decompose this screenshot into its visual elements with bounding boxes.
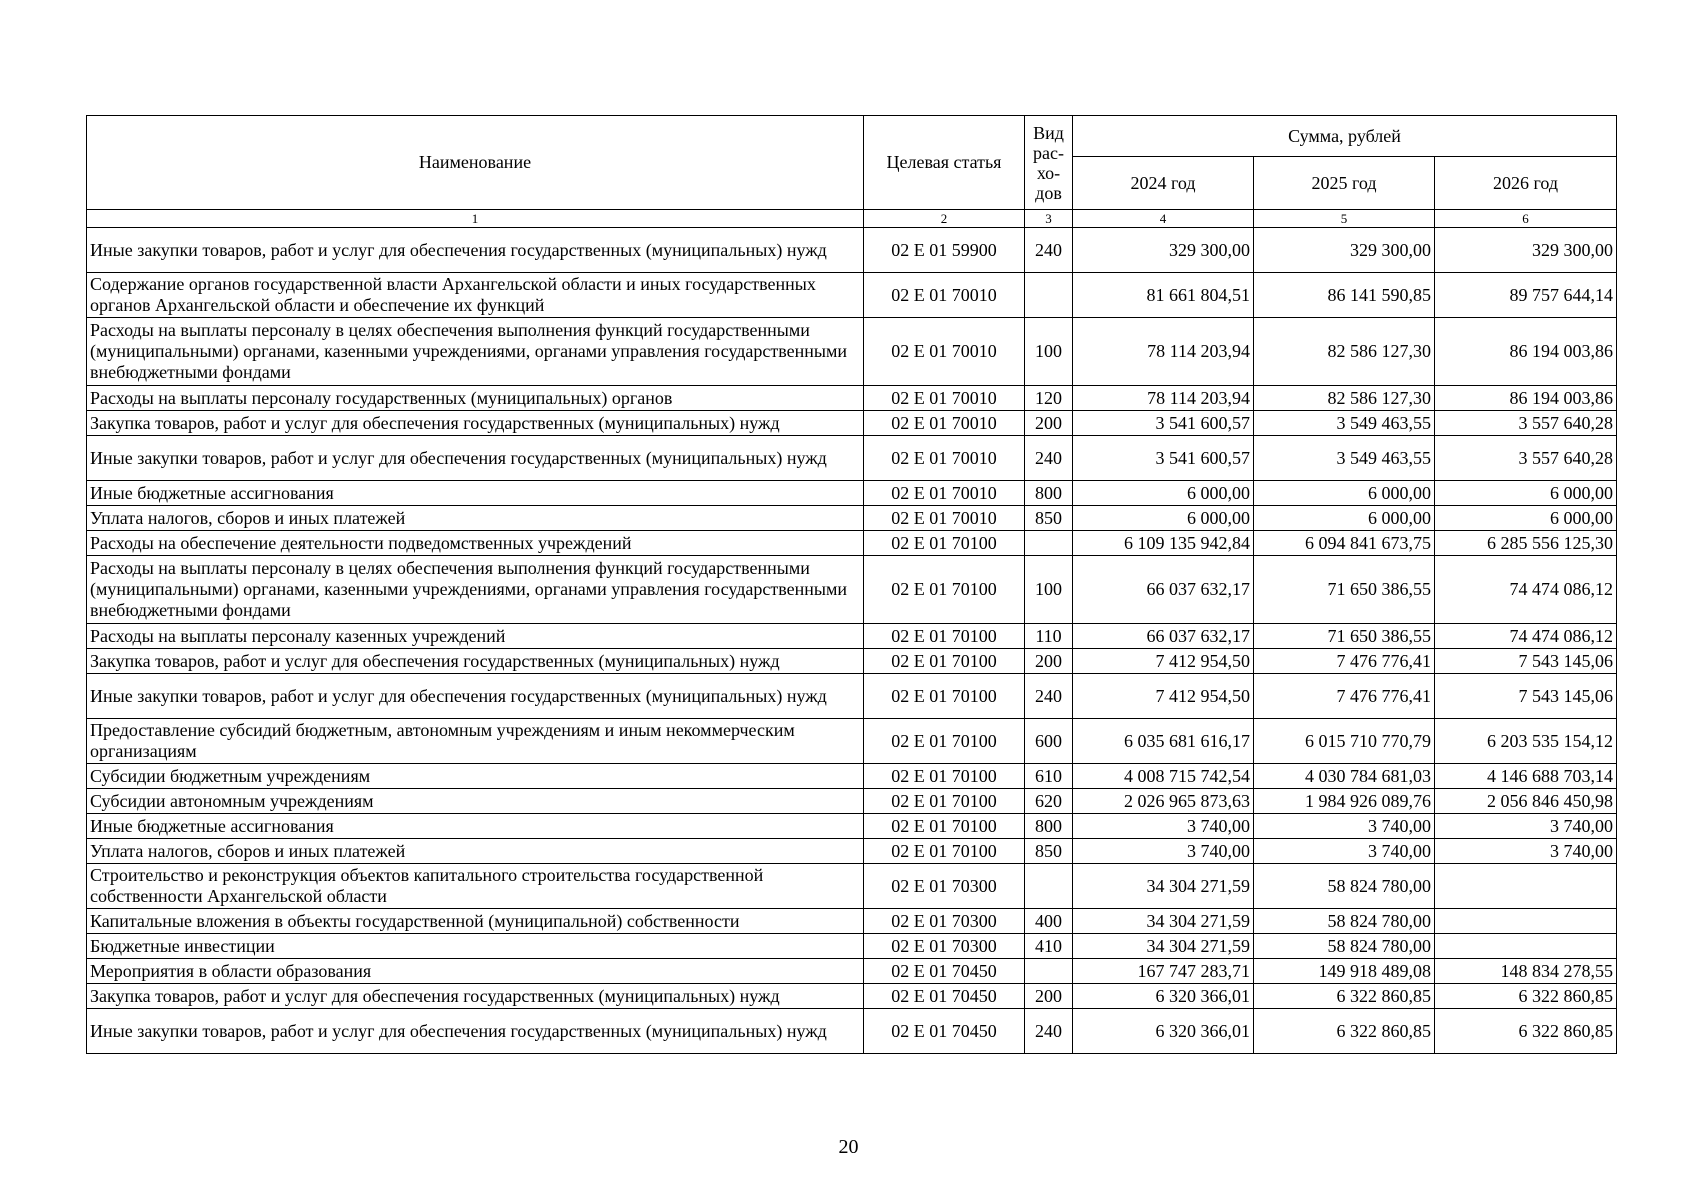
row-expense-kind-cell: 620	[1025, 789, 1073, 814]
table-row	[87, 481, 1617, 506]
row-expense-kind-cell: 400	[1025, 909, 1073, 934]
row-target-article-cell: 02 Е 01 70100	[864, 531, 1025, 556]
row-expense-kind-cell: 110	[1025, 624, 1073, 649]
row-name-cell: Иные закупки товаров, работ и услуг для обеспечения государственных (муниципальных) нужд	[87, 228, 864, 273]
row-amount-2024-cell: 6 320 366,01	[1073, 984, 1254, 1009]
row-amount-2026-cell: 74 474 086,12	[1435, 556, 1617, 624]
row-amount-2024-cell: 7 412 954,50	[1073, 674, 1254, 719]
row-amount-2026-cell: 6 000,00	[1435, 481, 1617, 506]
row-amount-2026-cell: 86 194 003,86	[1435, 386, 1617, 411]
row-target-article-cell: 02 Е 01 70010	[864, 318, 1025, 386]
row-amount-2026-cell: 2 056 846 450,98	[1435, 789, 1617, 814]
row-amount-2025-cell: 149 918 489,08	[1254, 959, 1435, 984]
row-expense-kind-cell: 410	[1025, 934, 1073, 959]
row-amount-2025-cell: 58 824 780,00	[1254, 934, 1435, 959]
row-amount-2026-cell: 4 146 688 703,14	[1435, 764, 1617, 789]
row-name-cell: Иные закупки товаров, работ и услуг для обеспечения государственных (муниципальных) нужд	[87, 436, 864, 481]
column-number: 6	[1435, 210, 1617, 228]
row-expense-kind-cell	[1025, 959, 1073, 984]
row-amount-2025-cell: 1 984 926 089,76	[1254, 789, 1435, 814]
row-amount-2025-cell: 6 322 860,85	[1254, 1009, 1435, 1054]
row-amount-2026-cell: 6 000,00	[1435, 506, 1617, 531]
row-amount-2026-cell: 7 543 145,06	[1435, 674, 1617, 719]
row-expense-kind-cell: 120	[1025, 386, 1073, 411]
row-target-article-cell: 02 Е 01 70100	[864, 814, 1025, 839]
row-amount-2026-cell: 7 543 145,06	[1435, 649, 1617, 674]
row-amount-2025-cell: 6 000,00	[1254, 506, 1435, 531]
row-amount-2025-cell: 82 586 127,30	[1254, 318, 1435, 386]
table-row	[87, 674, 1617, 719]
row-target-article-cell: 02 Е 01 70300	[864, 934, 1025, 959]
row-amount-2024-cell: 6 109 135 942,84	[1073, 531, 1254, 556]
row-amount-2026-cell: 148 834 278,55	[1435, 959, 1617, 984]
table-row	[87, 556, 1617, 624]
row-amount-2024-cell: 34 304 271,59	[1073, 909, 1254, 934]
row-name-cell: Бюджетные инвестиции	[87, 934, 864, 959]
row-amount-2025-cell: 3 740,00	[1254, 814, 1435, 839]
row-target-article-cell: 02 Е 01 70100	[864, 764, 1025, 789]
row-expense-kind-cell: 850	[1025, 839, 1073, 864]
row-amount-2025-cell: 58 824 780,00	[1254, 864, 1435, 909]
row-expense-kind-cell: 240	[1025, 436, 1073, 481]
row-name-cell: Мероприятия в области образования	[87, 959, 864, 984]
row-amount-2024-cell: 167 747 283,71	[1073, 959, 1254, 984]
row-amount-2024-cell: 34 304 271,59	[1073, 864, 1254, 909]
table-row	[87, 624, 1617, 649]
row-target-article-cell: 02 Е 01 70450	[864, 984, 1025, 1009]
table-row	[87, 273, 1617, 318]
row-amount-2025-cell: 58 824 780,00	[1254, 909, 1435, 934]
row-amount-2024-cell: 34 304 271,59	[1073, 934, 1254, 959]
row-amount-2026-cell	[1435, 934, 1617, 959]
row-amount-2024-cell: 3 740,00	[1073, 814, 1254, 839]
row-target-article-cell: 02 Е 01 70100	[864, 789, 1025, 814]
row-name-cell: Иные закупки товаров, работ и услуг для обеспечения государственных (муниципальных) нужд	[87, 1009, 864, 1054]
table-row	[87, 864, 1617, 909]
row-amount-2024-cell: 78 114 203,94	[1073, 318, 1254, 386]
row-target-article-cell: 02 Е 01 70010	[864, 273, 1025, 318]
column-number: 1	[87, 210, 864, 228]
row-target-article-cell: 02 Е 01 70100	[864, 649, 1025, 674]
row-amount-2026-cell: 74 474 086,12	[1435, 624, 1617, 649]
column-number: 5	[1254, 210, 1435, 228]
row-name-cell: Субсидии автономным учреждениям	[87, 789, 864, 814]
row-name-cell: Закупка товаров, работ и услуг для обеспечения государственных (муниципальных) нужд	[87, 649, 864, 674]
budget-table	[86, 115, 1617, 1054]
table-row	[87, 411, 1617, 436]
row-expense-kind-cell	[1025, 531, 1073, 556]
row-target-article-cell: 02 Е 01 70010	[864, 436, 1025, 481]
row-name-cell: Иные закупки товаров, работ и услуг для обеспечения государственных (муниципальных) нужд	[87, 674, 864, 719]
row-amount-2026-cell	[1435, 864, 1617, 909]
row-amount-2025-cell: 6 094 841 673,75	[1254, 531, 1435, 556]
row-amount-2025-cell: 71 650 386,55	[1254, 556, 1435, 624]
row-target-article-cell: 02 Е 01 70450	[864, 1009, 1025, 1054]
row-name-cell: Предоставление субсидий бюджетным, автономным учреждениям и иным некоммерческим организациям	[87, 719, 864, 764]
header-name: Наименование	[87, 116, 864, 210]
row-target-article-cell: 02 Е 01 70100	[864, 839, 1025, 864]
row-target-article-cell: 02 Е 01 70100	[864, 556, 1025, 624]
row-target-article-cell: 02 Е 01 70010	[864, 386, 1025, 411]
row-expense-kind-cell: 240	[1025, 1009, 1073, 1054]
table-row	[87, 934, 1617, 959]
row-name-cell: Уплата налогов, сборов и иных платежей	[87, 506, 864, 531]
row-amount-2024-cell: 78 114 203,94	[1073, 386, 1254, 411]
row-expense-kind-cell: 800	[1025, 814, 1073, 839]
column-number: 4	[1073, 210, 1254, 228]
row-expense-kind-cell: 100	[1025, 556, 1073, 624]
column-number: 2	[864, 210, 1025, 228]
row-name-cell: Субсидии бюджетным учреждениям	[87, 764, 864, 789]
row-amount-2024-cell: 66 037 632,17	[1073, 624, 1254, 649]
row-amount-2026-cell: 3 740,00	[1435, 814, 1617, 839]
row-name-cell: Иные бюджетные ассигнования	[87, 481, 864, 506]
row-amount-2025-cell: 3 740,00	[1254, 839, 1435, 864]
table-row	[87, 719, 1617, 764]
row-amount-2024-cell: 4 008 715 742,54	[1073, 764, 1254, 789]
row-amount-2024-cell: 3 541 600,57	[1073, 411, 1254, 436]
row-expense-kind-cell: 200	[1025, 411, 1073, 436]
row-amount-2026-cell: 3 740,00	[1435, 839, 1617, 864]
row-amount-2025-cell: 6 322 860,85	[1254, 984, 1435, 1009]
row-amount-2024-cell: 3 740,00	[1073, 839, 1254, 864]
row-expense-kind-cell: 610	[1025, 764, 1073, 789]
row-name-cell: Расходы на выплаты персоналу в целях обеспечения выполнения функций государственными (муниципальными) органами, казенными учреждениями, органами управления государственными внебюджетными фондами	[87, 318, 864, 386]
row-expense-kind-cell: 200	[1025, 649, 1073, 674]
row-amount-2026-cell: 3 557 640,28	[1435, 411, 1617, 436]
table-row	[87, 789, 1617, 814]
row-amount-2026-cell: 6 322 860,85	[1435, 1009, 1617, 1054]
row-amount-2025-cell: 86 141 590,85	[1254, 273, 1435, 318]
row-target-article-cell: 02 Е 01 70450	[864, 959, 1025, 984]
row-amount-2025-cell: 329 300,00	[1254, 228, 1435, 273]
row-amount-2025-cell: 82 586 127,30	[1254, 386, 1435, 411]
row-amount-2024-cell: 7 412 954,50	[1073, 649, 1254, 674]
header-year-2026: 2026 год	[1435, 157, 1617, 210]
row-target-article-cell: 02 Е 01 70100	[864, 719, 1025, 764]
table-row	[87, 318, 1617, 386]
row-expense-kind-cell: 850	[1025, 506, 1073, 531]
row-amount-2025-cell: 6 015 710 770,79	[1254, 719, 1435, 764]
row-name-cell: Закупка товаров, работ и услуг для обеспечения государственных (муниципальных) нужд	[87, 411, 864, 436]
column-number-row	[87, 210, 1617, 228]
table-row	[87, 909, 1617, 934]
row-name-cell: Капитальные вложения в объекты государственной (муниципальной) собственности	[87, 909, 864, 934]
row-amount-2025-cell: 3 549 463,55	[1254, 436, 1435, 481]
row-amount-2025-cell: 71 650 386,55	[1254, 624, 1435, 649]
row-target-article-cell: 02 Е 01 70300	[864, 909, 1025, 934]
table-row	[87, 984, 1617, 1009]
table-row	[87, 531, 1617, 556]
row-amount-2026-cell: 3 557 640,28	[1435, 436, 1617, 481]
header-year-2025: 2025 год	[1254, 157, 1435, 210]
row-amount-2026-cell: 6 322 860,85	[1435, 984, 1617, 1009]
row-name-cell: Расходы на обеспечение деятельности подведомственных учреждений	[87, 531, 864, 556]
row-amount-2025-cell: 7 476 776,41	[1254, 674, 1435, 719]
row-amount-2026-cell: 6 285 556 125,30	[1435, 531, 1617, 556]
row-amount-2024-cell: 66 037 632,17	[1073, 556, 1254, 624]
row-target-article-cell: 02 Е 01 70010	[864, 481, 1025, 506]
row-name-cell: Содержание органов государственной власти Архангельской области и иных государственных органов Архангельской области и обеспечение их функций	[87, 273, 864, 318]
row-expense-kind-cell: 240	[1025, 228, 1073, 273]
column-number: 3	[1025, 210, 1073, 228]
row-amount-2026-cell	[1435, 909, 1617, 934]
header-sum: Сумма, рублей	[1073, 116, 1617, 157]
table-row	[87, 649, 1617, 674]
row-expense-kind-cell: 800	[1025, 481, 1073, 506]
table-row	[87, 228, 1617, 273]
header-target-article: Целевая статья	[864, 116, 1025, 210]
row-name-cell: Закупка товаров, работ и услуг для обеспечения государственных (муниципальных) нужд	[87, 984, 864, 1009]
row-expense-kind-cell: 200	[1025, 984, 1073, 1009]
page-number: 20	[838, 1136, 859, 1158]
row-amount-2026-cell: 86 194 003,86	[1435, 318, 1617, 386]
row-amount-2025-cell: 7 476 776,41	[1254, 649, 1435, 674]
table-row	[87, 1009, 1617, 1054]
row-amount-2025-cell: 6 000,00	[1254, 481, 1435, 506]
table-row	[87, 386, 1617, 411]
row-name-cell: Иные бюджетные ассигнования	[87, 814, 864, 839]
row-amount-2024-cell: 81 661 804,51	[1073, 273, 1254, 318]
row-amount-2024-cell: 329 300,00	[1073, 228, 1254, 273]
row-amount-2024-cell: 6 000,00	[1073, 506, 1254, 531]
row-amount-2024-cell: 6 035 681 616,17	[1073, 719, 1254, 764]
table-row	[87, 839, 1617, 864]
row-name-cell: Строительство и реконструкция объектов капитального строительства государственной собственности Архангельской области	[87, 864, 864, 909]
table-row	[87, 436, 1617, 481]
row-expense-kind-cell: 240	[1025, 674, 1073, 719]
row-name-cell: Уплата налогов, сборов и иных платежей	[87, 839, 864, 864]
row-target-article-cell: 02 Е 01 59900	[864, 228, 1025, 273]
row-name-cell: Расходы на выплаты персоналу государственных (муниципальных) органов	[87, 386, 864, 411]
header-year-2024: 2024 год	[1073, 157, 1254, 210]
row-amount-2026-cell: 329 300,00	[1435, 228, 1617, 273]
row-target-article-cell: 02 Е 01 70010	[864, 411, 1025, 436]
row-name-cell: Расходы на выплаты персоналу в целях обеспечения выполнения функций государственными (муниципальными) органами, казенными учреждениями, органами управления государственными внебюджетными фондами	[87, 556, 864, 624]
row-amount-2026-cell: 6 203 535 154,12	[1435, 719, 1617, 764]
row-amount-2025-cell: 4 030 784 681,03	[1254, 764, 1435, 789]
row-target-article-cell: 02 Е 01 70100	[864, 624, 1025, 649]
row-target-article-cell: 02 Е 01 70100	[864, 674, 1025, 719]
table-row	[87, 764, 1617, 789]
row-expense-kind-cell	[1025, 864, 1073, 909]
row-amount-2024-cell: 6 000,00	[1073, 481, 1254, 506]
table-row	[87, 814, 1617, 839]
row-amount-2024-cell: 6 320 366,01	[1073, 1009, 1254, 1054]
row-expense-kind-cell: 100	[1025, 318, 1073, 386]
row-target-article-cell: 02 Е 01 70300	[864, 864, 1025, 909]
row-amount-2024-cell: 2 026 965 873,63	[1073, 789, 1254, 814]
row-amount-2026-cell: 89 757 644,14	[1435, 273, 1617, 318]
row-expense-kind-cell	[1025, 273, 1073, 318]
row-name-cell: Расходы на выплаты персоналу казенных учреждений	[87, 624, 864, 649]
row-amount-2025-cell: 3 549 463,55	[1254, 411, 1435, 436]
row-target-article-cell: 02 Е 01 70010	[864, 506, 1025, 531]
row-amount-2024-cell: 3 541 600,57	[1073, 436, 1254, 481]
table-row	[87, 959, 1617, 984]
row-expense-kind-cell: 600	[1025, 719, 1073, 764]
table-row	[87, 506, 1617, 531]
header-expense-kind: Вид рас-хо-дов	[1025, 116, 1073, 210]
